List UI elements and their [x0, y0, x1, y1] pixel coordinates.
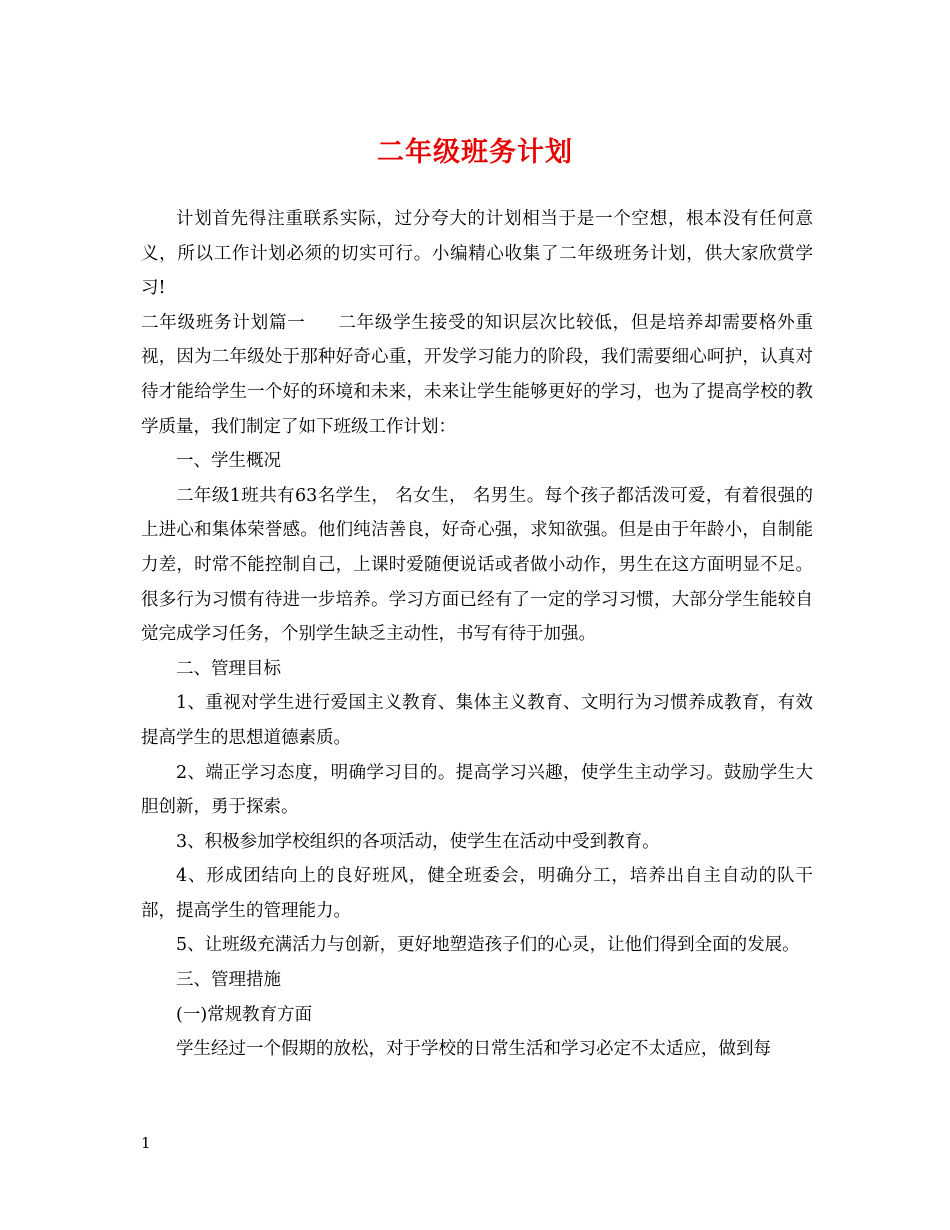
students-paragraph: 二年级1班共有63名学生， 名女生， 名男生。每个孩子都活泼可爱，有着很强的上进心和集体荣誉感。他们纯洁善良，好奇心强，求知欲强。但是由于年龄小，自制能力差，时常不能控制自己，上课时爱随便说话或者做小动作，男生在这方面明显不足。很多行为习惯有待进一步培养。学习方面已经有了一定的学习习惯，大部分学生能较自觉完成学习任务，个别学生缺乏主动性，书写有待于加强。 — [141, 485, 813, 645]
section-heading-inline: 二年级班务计划篇一 — [141, 312, 306, 333]
last-paragraph: 学生经过一个假期的放松，对于学校的日常生活和学习必定不太适应，做到每 — [176, 1039, 771, 1060]
document-title: 二年级班务计划 — [377, 137, 573, 168]
intro-paragraph: 计划首先得注重联系实际，过分夸大的计划相当于是一个空想，根本没有任何意义，所以工作计划必须的切实可行。小编精心收集了二年级班务计划，供大家欣赏学习! — [141, 209, 813, 299]
section-intro-text: 二年级学生接受的知识层次比较低，但是培养却需要格外重视，因为二年级处于那种好奇心重，开发学习能力的阶段，我们需要细心呵护，认真对待才能给学生一个好的环境和未来，未来让学生能够更好的学习，也为了提高学校的教学质量，我们制定了如下班级工作计划： — [141, 312, 814, 437]
page-number: 1 — [141, 1134, 151, 1152]
heading-management-goals: 二、管理目标 — [176, 658, 281, 679]
goal-item: 5、让班级充满活力与创新，更好地塑造孩子们的心灵，让他们得到全面的发展。 — [176, 935, 800, 956]
heading-management-measures: 三、管理措施 — [176, 970, 281, 991]
goal-item: 3、积极参加学校组织的各项活动，使学生在活动中受到教育。 — [176, 831, 660, 852]
goal-item: 4、形成团结向上的良好班风，健全班委会，明确分工，培养出自主自动的队干部，提高学生的管理能力。 — [141, 866, 813, 921]
goal-item: 2、端正学习态度，明确学习目的。提高学习兴趣，使学生主动学习。鼓励学生大胆创新，勇于探索。 — [141, 762, 813, 818]
section-intro-paragraph — [141, 306, 813, 444]
subheading-routine-education: (一)常规教育方面 — [176, 1004, 313, 1025]
heading-student-overview: 一、学生概况 — [176, 451, 281, 472]
goal-item: 1、重视对学生进行爱国主义教育、集体主义教育、文明行为习惯养成教育，有效提高学生的思想道德素质。 — [141, 693, 813, 748]
document-body — [141, 202, 813, 1067]
